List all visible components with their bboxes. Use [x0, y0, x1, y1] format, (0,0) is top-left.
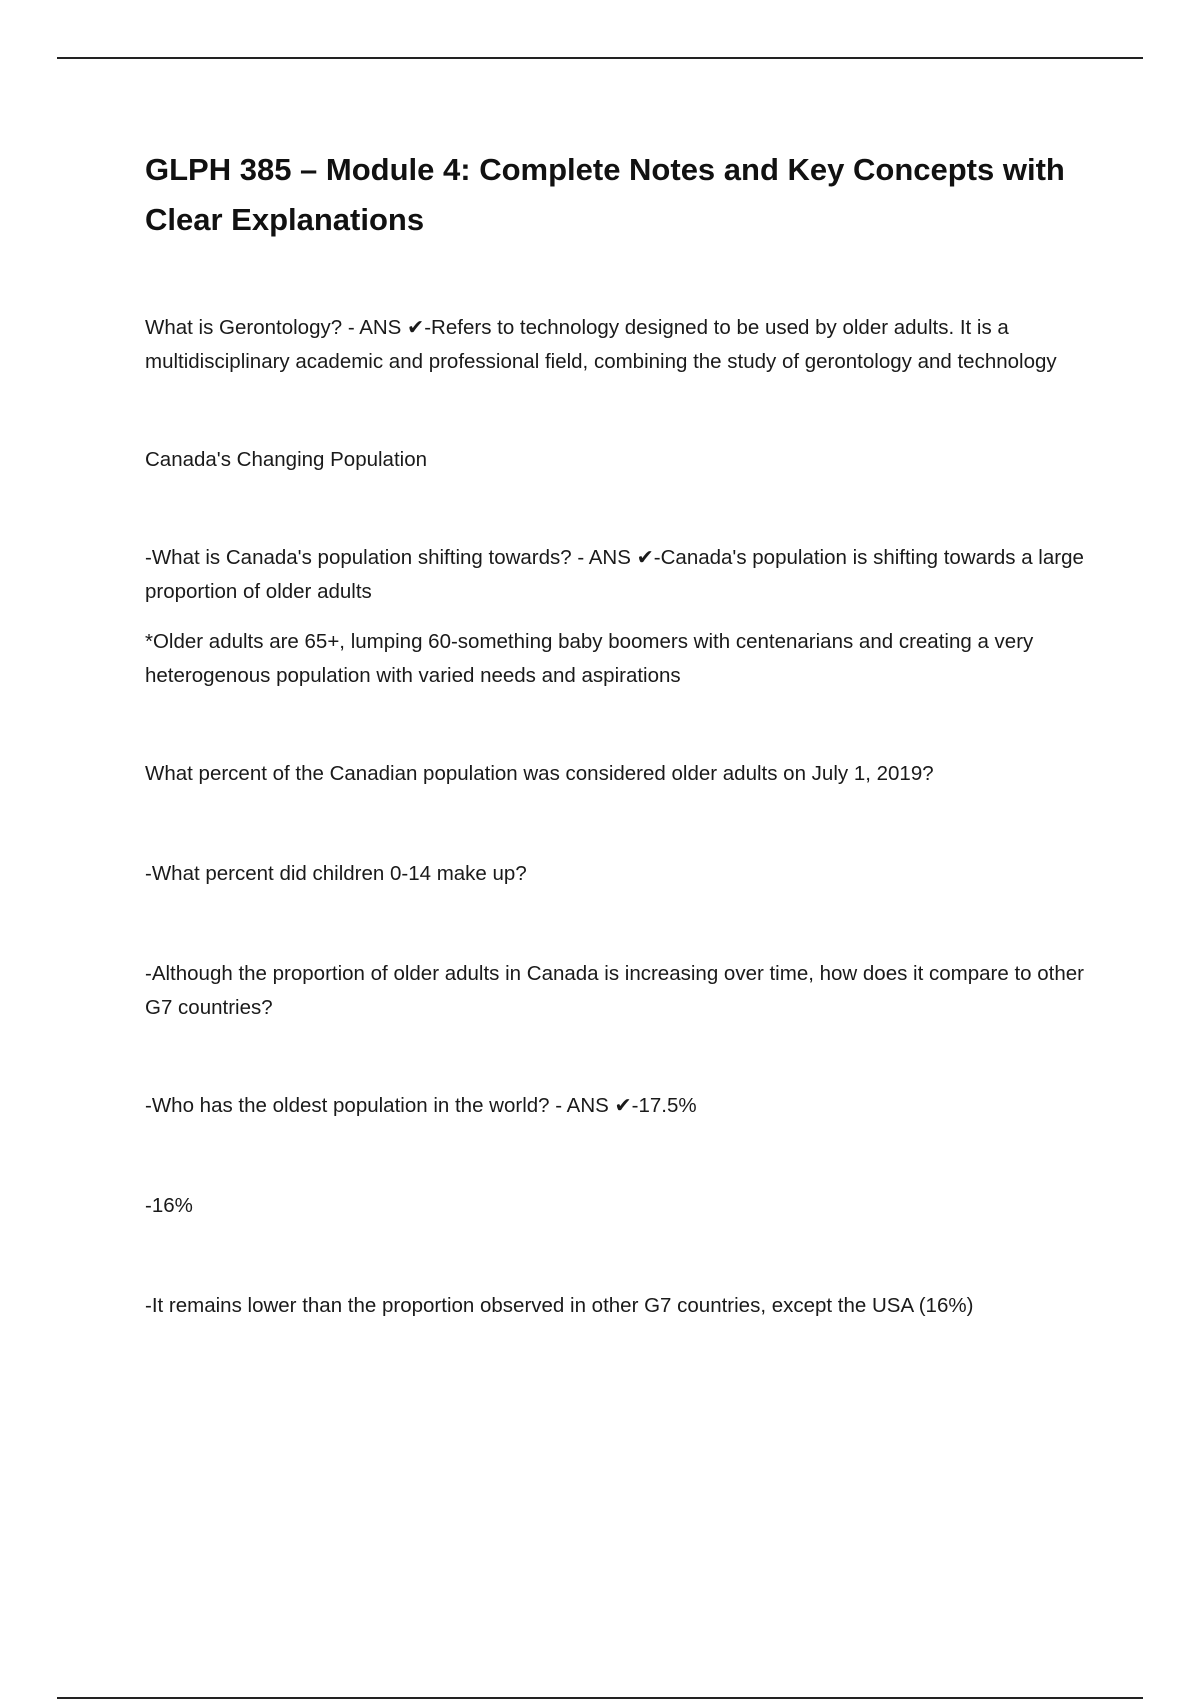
- paragraph-children-question: -What percent did children 0-14 make up?: [145, 862, 527, 885]
- document-title: GLPH 385 – Module 4: Complete Notes and Key Concepts with Clear Explanations: [145, 152, 1065, 237]
- paragraph-gerontology-definition: What is Gerontology? - ANS ✔-Refers to technology designed to be used by older adults. It is a multidisciplinary academic and professional field, combining the study of gerontology and technology: [145, 316, 1057, 373]
- paragraph-g7-question: -Although the proportion of older adults in Canada is increasing over time, how does it compare to other G7 countries?: [145, 962, 1084, 1019]
- header-rule: [57, 57, 1143, 59]
- paragraph-population-shift: -What is Canada's population shifting towards? - ANS ✔-Canada's population is shifting towards a large proportion of older adults: [145, 546, 1084, 603]
- document-body: [145, 145, 1095, 1323]
- footer-rule: [57, 1697, 1143, 1699]
- paragraph-older-adults-note: *Older adults are 65+, lumping 60-something baby boomers with centenarians and creating a very heterogenous population with varied needs and aspirations: [145, 630, 1034, 687]
- paragraph-sixteen-percent: -16%: [145, 1194, 193, 1217]
- paragraph-oldest-population: -Who has the oldest population in the world? - ANS ✔-17.5%: [145, 1094, 697, 1117]
- paragraph-g7-answer: -It remains lower than the proportion observed in other G7 countries, except the USA (16%): [145, 1294, 974, 1317]
- paragraph-section-heading: Canada's Changing Population: [145, 448, 428, 471]
- paragraph-percent-question: What percent of the Canadian population was considered older adults on July 1, 2019?: [145, 762, 934, 785]
